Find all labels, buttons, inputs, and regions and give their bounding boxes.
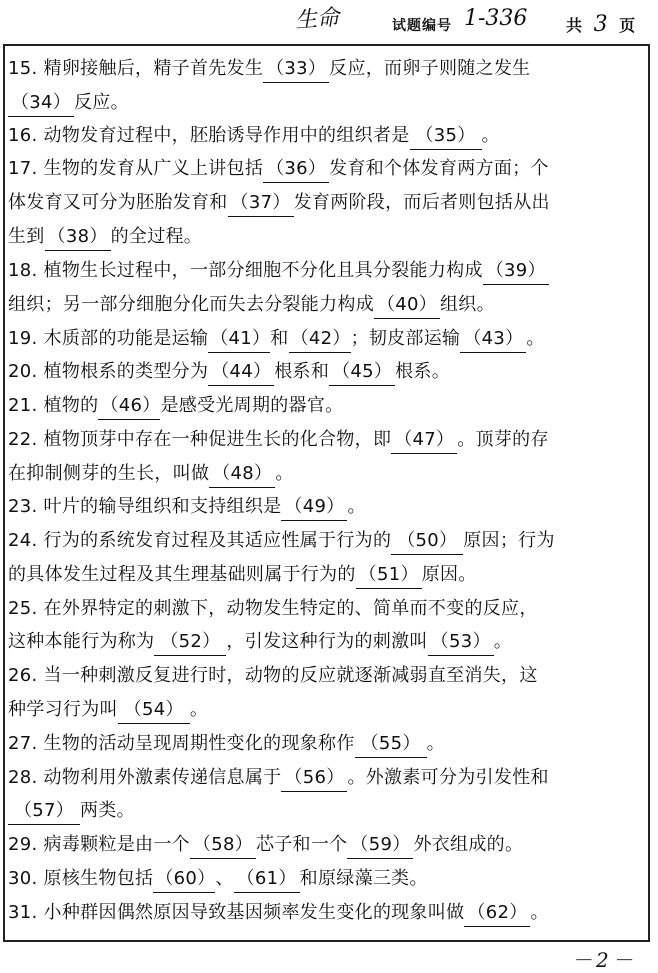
answer-blank: （54） [118, 697, 190, 724]
answer-blank: （36） [263, 156, 329, 183]
answer-blank: （34） [8, 90, 74, 117]
page-header [0, 0, 658, 40]
question-26-line-1: 26. 当一种刺激反复进行时，动物的反应就逐渐减弱直至消失，这 [8, 665, 538, 686]
question-17-line-2: 体发育又可分为胚胎发育和 （37） 发育两阶段，而后者则包括从出 [8, 186, 642, 219]
answer-blank: （45） [329, 359, 395, 386]
answer-blank: （39） [483, 258, 549, 285]
total-pages: 共 3 页 [566, 12, 639, 37]
answer-blank: （38） [45, 224, 111, 251]
question-24-line-2: 的具体发生过程及其生理基础则属于行为的 （51） 原因。 [8, 558, 642, 591]
answer-blank: （43） [460, 326, 526, 353]
answer-blank: （59） [347, 832, 413, 859]
answer-blank: （60） [153, 866, 215, 893]
question-21: 21. 植物的 （46）是感受光周期的器官。 [8, 389, 642, 422]
question-25-line-2: 这种本能行为称为 （52） ，引发这种行为的刺激叫 （53） 。 [8, 625, 642, 658]
answer-blank: （42） [289, 326, 351, 353]
answer-blank: （47） [391, 427, 457, 454]
question-20: 20. 植物根系的类型分为 （44） 根系和 （45） 根系。 [8, 355, 642, 388]
question-18-line-1: 18. 植物生长过程中，一部分细胞不分化且具分裂能力构成 （39） [8, 254, 642, 287]
question-26-line-2: 种学习行为叫 （54） 。 [8, 693, 642, 726]
answer-blank: （62） [464, 900, 530, 927]
answer-blank: （48） [209, 461, 275, 488]
total-pages-number: 3 [593, 12, 611, 37]
exam-code-label: 试题编号 [392, 18, 452, 34]
answer-blank: （52） [154, 629, 226, 656]
question-23: 23. 叶片的输导组织和支持组织是 （49） 。 [8, 490, 642, 523]
answer-blank: （61） [234, 866, 300, 893]
question-18-line-2: 组织；另一部分细胞分化而失去分裂能力构成 （40） 组织。 [8, 288, 642, 321]
answer-blank: （35） [410, 123, 482, 150]
answer-blank: （40） [374, 292, 440, 319]
question-15-line-1: 15. 精卵接触后，精子首先发生 （33） 反应，而卵子则随之发生 [8, 52, 642, 85]
question-17-line-3: 生到 （38） 的全过程。 [8, 220, 642, 253]
question-22-line-1: 22. 植物顶芽中存在一种促进生长的化合物，即 （47） 。顶芽的存 [8, 423, 642, 456]
answer-blank: （57） [8, 798, 80, 825]
question-17-line-1: 17. 生物的发育从广义上讲包括 （36） 发育和个体发育两方面；个 [8, 152, 642, 185]
question-24-line-1: 24. 行为的系统发育过程及其适应性属于行为的 （50） 原因；行为 [8, 524, 642, 557]
answer-blank: （49） [281, 494, 347, 521]
question-15-line-2: （34） 反应。 [8, 86, 642, 119]
question-30: 30. 原核生物包括 （60）、 （61） 和原绿藻三类。 [8, 862, 642, 895]
question-22-line-2: 在抑制侧芽的生长，叫做 （48） 。 [8, 457, 642, 490]
answer-blank: （46） [98, 393, 160, 420]
question-31: 31. 小种群因偶然原因导致基因频率发生变化的现象叫做 （62） 。 [8, 896, 642, 929]
answer-blank: （55） [355, 731, 427, 758]
answer-blank: （44） [208, 359, 274, 386]
answer-blank: （58） [190, 832, 256, 859]
answer-blank: （37） [228, 190, 294, 217]
question-28-line-1: 28. 动物利用外激素传递信息属于 （56） 。外激素可分为引发性和 [8, 761, 642, 794]
answer-blank: （41） [208, 326, 270, 353]
question-25-line-1: 25. 在外界特定的刺激下，动物发生特定的、简单而不变的反应， [8, 598, 538, 619]
answer-blank: （56） [281, 765, 347, 792]
question-28-line-2: （57） 两类。 [8, 794, 642, 827]
handwritten-subject: 生命 [294, 5, 340, 34]
answer-blank: （33） [263, 56, 329, 83]
answer-blank: （53） [428, 629, 494, 656]
answer-blank: （51） [356, 562, 422, 589]
question-19: 19. 木质部的功能是运输 （41）和 （42）；韧皮部运输 （43） 。 [8, 322, 642, 355]
page-number: －2－ [572, 948, 637, 972]
exam-code-value: 1-336 [464, 6, 528, 31]
question-16: 16. 动物发育过程中，胚胎诱导作用中的组织者是 （35） 。 [8, 119, 642, 152]
question-29: 29. 病毒颗粒是由一个 （58） 芯子和一个 （59） 外衣组成的。 [8, 828, 642, 861]
question-27: 27. 生物的活动呈现周期性变化的现象称作 （55） 。 [8, 727, 642, 760]
answer-blank: （50） [391, 528, 463, 555]
